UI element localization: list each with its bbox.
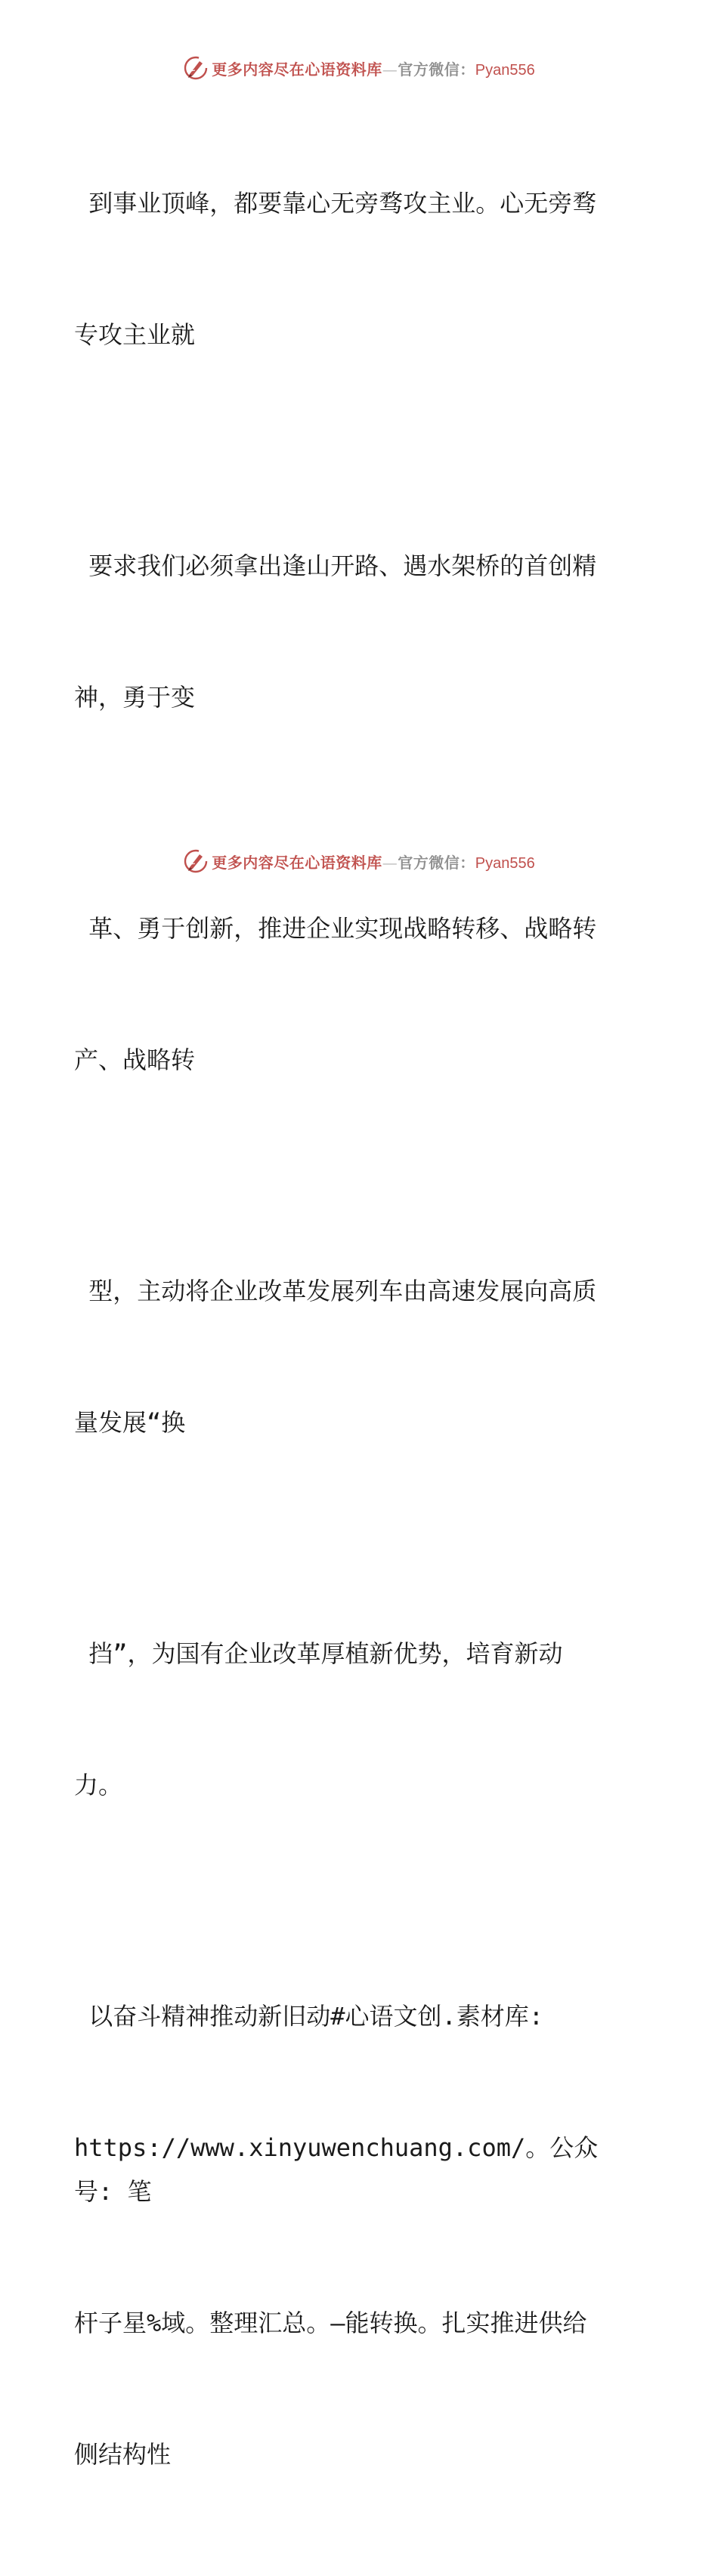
header-banner (0, 53, 718, 83)
paragraph-line: 产、战略转 (74, 1046, 196, 1074)
paragraph-line: 专攻主业就 (74, 320, 196, 349)
paragraph-line: 到事业顶峰，都要靠心无旁骛攻主业。心无旁骛 (74, 189, 597, 218)
feather-pen-logo-icon (183, 848, 209, 874)
header-text (212, 57, 534, 79)
paragraph (74, 1544, 633, 1895)
document-body (74, 94, 633, 2576)
paragraph-line: 力。 (74, 1771, 123, 1799)
footer-wechat-id: Pyan556 (475, 854, 535, 872)
paragraph-line: 量发展“换 (74, 1408, 186, 1437)
paragraph-link-line: https://www.xinyuwenchuang.com/。公众号: 笔 (74, 2133, 599, 2206)
paragraph-line: 以奋斗精神推动新旧动#心语文创.素材库: (74, 2002, 544, 2031)
paragraph-line: 侧结构性 (74, 2440, 172, 2469)
header-official-label: 官方微信： (398, 60, 475, 79)
footer-text (212, 851, 534, 873)
paragraph-line: 杆子星%域。整理汇总。—能转换。扎实推进供给 (74, 2309, 587, 2337)
paragraph-line: 型，主动将企业改革发展列车由高速发展向高质 (74, 1277, 597, 1305)
header-separator: — (382, 60, 398, 79)
footer-separator: — (382, 853, 398, 872)
footer-official-label: 官方微信： (398, 853, 475, 872)
paragraph-line: 神，勇于变 (74, 683, 196, 712)
feather-pen-logo-icon (183, 55, 209, 81)
paragraph (74, 1181, 633, 1532)
paragraph-line: 挡”，为国有企业改革厚植新优势，培育新动 (74, 1639, 563, 1668)
header-brand: 更多内容尽在心语资料库 (212, 60, 382, 79)
paragraph (74, 94, 633, 444)
paragraph-line: 要求我们必须拿出逢山开路、遇水架桥的首创精 (74, 551, 597, 580)
footer-banner (0, 846, 718, 876)
footer-brand: 更多内容尽在心语资料库 (212, 853, 382, 872)
paragraph (74, 456, 633, 807)
header-wechat-id: Pyan556 (475, 61, 535, 79)
paragraph-line: 革、勇于创新，推进企业实现战略转移、战略转 (74, 914, 597, 943)
paragraph (74, 1907, 633, 2564)
